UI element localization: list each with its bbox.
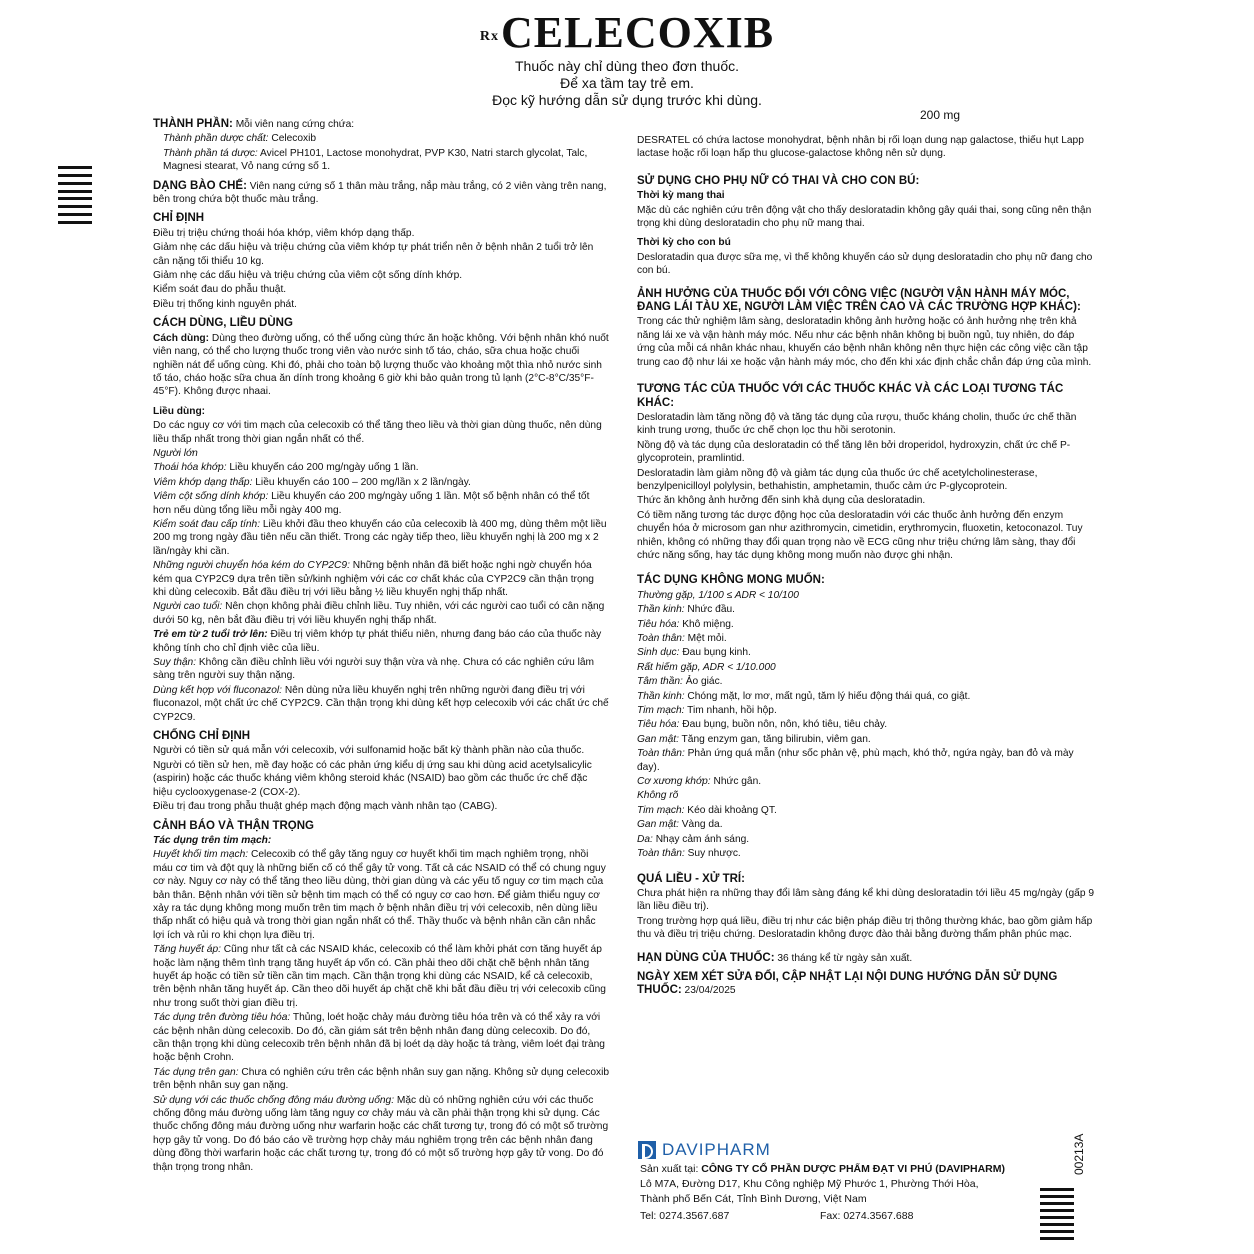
pregnancy-heading: SỬ DỤNG CHO PHỤ NỮ CÓ THAI VÀ CHO CON BÚ: [637,174,920,187]
product-title: $^{Rx}$CELECOXIB [479,8,775,57]
shelf-life: HẠN DÙNG CỦA THUỐC: 36 tháng kể từ ngày sản xuất. [637,951,913,964]
manufacturer-info: Sản xuất tại: CÔNG TY CỔ PHẦN DƯỢC PHẨM ĐẠT VI PHÚ (DAVIPHARM) Lô M7A, Đường D17, Khu Công nghiệp Mỹ Phước 1, Phường Thới Hòa, Thành phố Bến Cát, Tỉnh Bình Dương, Việt Nam Tel: 0274.3567.687 Fax: 0274.3567.688 [640,1163,1005,1222]
strength: 200 mg [920,108,961,122]
contraindications-heading: CHỐNG CHỈ ĐỊNH [153,730,251,743]
warning-line-3: Đọc kỹ hướng dẫn sử dụng trước khi dùng. [492,92,762,108]
right-column: DESRATEL có chứa lactose monohydrat, bệnh nhân bị rối loạn dung nạp galactose, thiếu hụt Lapp lactase hoặc rối loạn hấp thu glucose-galactose không nên sử dụng. SỬ DỤNG CHO PHỤ NỮ CÓ THAI VÀ CHO CON BÚ: Thời kỳ mang thai Mặc dù các nghiên cứu trên động vật cho thấy desloratadin không gây quái thai, song cũng nên thận trọng khi dùng desloratadin cho phụ nữ mang thai. Thời kỳ cho con bú Desloratadin qua được sữa mẹ, vì thế không khuyến cáo sử dụng desloratadin cho phụ nữ đang cho con bú. ẢNH HƯỞNG CỦA THUỐC ĐỐI VỚI CÔNG VIỆC (NGƯỜI VẬN HÀNH MÁY MÓC, ĐANG LÁI TÀU XE, NGƯỜI LÀM VIỆC TRÊN CAO VÀ CÁC TRƯỜNG HỢP KHÁC): Trong các thử nghiệm lâm sàng, desloratadin không ảnh hưởng hoặc có ảnh hưởng nhẹ trên khả năng lái xe và vận hành máy móc. Nếu như các bệnh nhân không bị buồn ngủ, tuy nhiên, do đáp ứng của mỗi cá nhân khác nhau, khuyến cáo bệnh nhân không nên thực hiện các công việc cần tập trung cao độ như lái xe hoặc vận hành máy móc, cho đến khi xác định chắc chắn đáp ứng của mình. TƯƠNG TÁC CỦA THUỐC VỚI CÁC THUỐC KHÁC VÀ CÁC LOẠI TƯƠNG TÁC KHÁC: Desloratadin làm tăng nồng độ và tăng tác dụng của rượu, thuốc kháng cholin, thuốc ức chế thần kinh trung ương, thuốc ức chế chọn lọc thu hồi serotonin. Nồng độ và tác dụng của desloratadin có thể tăng lên bởi droperidol, hydroxyzin, chất ức chế P-glycoprotein, pramlintid. Desloratadin làm giảm nồng độ và giảm tác dụng của thuốc ức chế acetylcholinesterase, benzylpenicilloyl polylysin, bethahistin, amphetamin, thuốc cảm ức P-glycoprotein. Thức ăn không ảnh hưởng đến sinh khả dụng của desloratadin. Có tiềm năng tương tác dược động học của desloratadin với các thuốc ảnh hưởng đến enzym chuyển hóa ở microsom gan như azithromycin, cimetidin, erythromycin, fluoxetin, ketoconazol. Tuy nhiên, không có những thay đổi quan trọng nào về ECG cũng như triệu chứng lâm sàng, thay đổi chức năng sống, hay tác dụng không mong muốn nào được ghi nhận. TÁC DỤNG KHÔNG MONG MUỐN: Thường gặp, 1/100 ≤ ADR < 10/100 Thần kinh: Nhức đầu. Tiêu hóa: Khô miệng. Toàn thân: Mệt mỏi. Sinh dục: Đau bụng kinh. Rất hiếm gặp, ADR < 1/10.000 Tâm thần: Ảo giác. Thần kinh: Chóng mặt, lơ mơ, mất ngủ, tăm lý hiếu động thái quá, co giật. Tim mạch: Tim nhanh, hồi hộp. Tiêu hóa: Đau bụng, buồn nôn, nôn, khó tiêu, tiêu chảy. Gan mật: Tăng enzym gan, tăng bilirubin, viêm gan. Toàn thân: Phản ứng quá mẫn (như sốc phản vệ, phù mạch, khó thở, ngứa ngày, ban đỏ và mày đay). Cơ xương khớp: Nhức gân. Không rõ Tim mạch: Kéo dài khoảng QT. Gan mật: Vàng da. Da: Nhạy cảm ánh sáng. Toàn thân: Suy nhược. QUÁ LIỀU - XỬ TRÍ: Chưa phát hiện ra những thay đổi lâm sàng đáng kể khi dùng desloratadin tới liều 45 mg/ngày (gấp 9 lần liều điều trị). Trong trường hợp quá liều, điều trị như các biện pháp điều trị thông thường khác, bao gồm giảm hấp thu và điều trị triệu chứng. Desloratadin không được đào thải bằng đường thẩm phân phúc mạc. HẠN DÙNG CỦA THUỐC: 36 tháng kể từ ngày sản xuất. NGÀY XEM XÉT SỬA ĐỔI, CẬP NHẬT LẠI NỘI DUNG HƯỚNG DẪN SỬ DỤNG THUỐC: 23/04/2025 [637,135,1094,997]
overdose-heading: QUÁ LIỀU - XỬ TRÍ: [637,872,745,885]
print-code: 00213A [1072,1133,1086,1175]
composition: THÀNH PHẦN: Mỗi viên nang cứng chứa: [153,118,355,130]
indications-heading: CHỈ ĐỊNH [153,212,205,225]
driving-heading: ẢNH HƯỞNG CỦA THUỐC ĐỐI VỚI CÔNG VIỆC (NGƯỜI VẬN HÀNH MÁY MÓC, ĐANG LÁI TÀU XE, NGƯỜI LÀM VIỆC TRÊN CAO VÀ CÁC TRƯỜNG HỢP KHÁC): [637,287,1081,314]
warning-line-2: Để xa tầm tay trẻ em. [560,75,694,91]
telephone: Tel: 0274.3567.687 [640,1210,730,1222]
rx-symbol: Rx [479,29,500,44]
revision-date: NGÀY XEM XÉT SỬA ĐỔI, CẬP NHẬT LẠI NỘI DUNG HƯỚNG DẪN SỬ DỤNG THUỐC: 23/04/2025 [637,970,1058,997]
interactions-heading: TƯƠNG TÁC CỦA THUỐC VỚI CÁC THUỐC KHÁC VÀ CÁC LOẠI TƯƠNG TÁC KHÁC: [637,383,1064,409]
dosage-form: DẠNG BÀO CHẾ: Viên nang cứng số 1 thân màu trắng, nắp màu trắng, có 2 viên vàng trên nang, bên trong chứa bột thuốc màu trắng. [153,179,607,206]
fax: Fax: 0274.3567.688 [820,1210,914,1222]
warnings-heading: CẢNH BÁO VÀ THẬN TRỌNG [153,819,314,832]
left-barcode-mark [58,166,92,224]
usage-heading: CÁCH DÙNG, LIỀU DÙNG [153,317,293,330]
davipharm-logo: DAVIPHARM [638,1140,771,1160]
lactose-note: DESRATEL có chứa lactose monohydrat, bệnh nhân bị rối loạn dung nạp galactose, thiếu hụt Lapp lactase hoặc rối loạn hấp thu glucose-galactose không nên sử dụng. [637,135,1084,160]
warning-line-1: Thuốc này chỉ dùng theo đơn thuốc. [515,58,739,74]
side-effects-heading: TÁC DỤNG KHÔNG MONG MUỐN: [637,574,825,587]
left-column: THÀNH PHẦN: Mỗi viên nang cứng chứa: Thành phần dược chất: Celecoxib Thành phần tá dược: Avicel PH101, Lactose monohydrat, PVP K30, Natri starch glycolat, Talc, Magnesi stearat, Vỏ nang cứng số 1. DẠNG BÀO CHẾ: Viên nang cứng số 1 thân màu trắng, nắp màu trắng, có 2 viên vàng trên nang, bên trong chứa bột thuốc màu trắng. CHỈ ĐỊNH Điều trị triệu chứng thoái hóa khớp, viêm khớp dạng thấp. Giảm nhẹ các dấu hiệu và triệu chứng của viêm khớp tự phát triển nên ở bệnh nhân 2 tuổi trở lên cân nặng tối thiểu 10 kg. Giảm nhẹ các dấu hiệu và triệu chứng của viêm cột sống dính khớp. Kiểm soát đau do phẫu thuật. Điều trị thống kinh nguyên phát. CÁCH DÙNG, LIỀU DÙNG Cách dùng: Dùng theo đường uống, có thể uống cùng thức ăn hoặc không. Với bệnh nhân khó nuốt viên nang, có thể cho lượng thuốc trong viên vào nước sinh tố táo, cháo, sữa chua hoặc chuối nghiền nát để uống cùng. Khi đó, phải cho toàn bộ lượng thuốc vào khoảng một thìa nhỏ nước sinh tố táo, cháo hoặc sữa chua ăn dính trong khoảng 6 giờ khi bảo quản trong tủ lạnh (2°C-8°C/35°F-45°F). Không được nhaai. Liều dùng: Do các nguy cơ với tim mạch của celecoxib có thể tăng theo liều và thời gian dùng thuốc, nên dùng liều thấp nhất trong thời gian ngắn nhất có thể. Người lớn Thoái hóa khớp: Liều khuyến cáo 200 mg/ngày uống 1 lần. Viêm khớp dạng thấp: Liều khuyến cáo 100 – 200 mg/lần x 2 lần/ngày. Viêm cột sống dính khớp: Liều khuyến cáo 200 mg/ngày uống 1 lần. Một số bệnh nhân có thể tốt hơn nếu dùng tổng liều mỗi ngày 400 mg. Kiểm soát đau cấp tính: Liều khởi đầu theo khuyến cáo của celecoxib là 400 mg, dùng thêm một liều 200 mg trong ngày đầu tiên nếu cần thiết. Trong các ngày tiếp theo, liều khuyến nghị là 200 mg x 2 lần/ngày khi cần. Những người chuyển hóa kém do CYP2C9: Những bệnh nhân đã biết hoặc nghi ngờ chuyển hóa kém qua CYP2C9 dựa trên tiền sử/kinh nghiệm với các cơ chất khác của CYP2C9 cần thận trọng khi dùng celecoxib. Bắt đầu điều trị với liều bằng ½ liều khuyến nghị thấp nhất. Người cao tuổi: Nên chọn không phải điều chỉnh liều. Tuy nhiên, với các người cao tuổi có cân nặng dưới 50 kg, nên bắt đầu điều trị với liều khuyến nghị thấp nhất. Trẻ em từ 2 tuổi trở lên: Điều trị viêm khớp tự phát thiếu niên, nhưng đang báo cáo của thuốc này không tính cho chỉ định viêc của liều. Suy thận: Không cần điều chỉnh liều với người suy thận vừa và nhẹ. Chưa có các nghiên cứu lâm sàng trên người suy thận nặng. Dùng kết hợp với fluconazol: Nên dùng nửa liều khuyến nghị trên những người đang điều trị với fluconazol, một chất ức chế CYP2C9. Cần thận trọng khi dùng kết hợp celecoxib với các chất ức chế CYP2C9. CHỐNG CHỈ ĐỊNH Người có tiền sử quá mẫn với celecoxib, với sulfonamid hoặc bất kỳ thành phần nào của thuốc. Người có tiền sử hen, mề đay hoặc có các phản ứng kiểu dị ứng sau khi dùng acid acetylsalicylic (aspirin) hoặc các thuốc kháng viêm không steroid khác (NSAID) bao gồm các thuốc ức chế đặc hiệu cyclooxygenase-2 (COX-2). Điều trị đau trong phẫu thuật ghép mạch động mạch vành nhân tạo (CABG). CẢNH BÁO VÀ THẬN TRỌNG Tác dụng trên tim mạch: Huyết khối tim mạch: Celecoxib có thể gây tăng nguy cơ huyết khối tim mạch nghiêm trọng, nhồi máu cơ tim và đột quỵ là những biến cố có thể gây tử vong. Tất cả các NSAID có thể có chung nguy cơ này. Nguy cơ này có thể tăng theo liều dùng, thời gian dùng và các yếu tố nguy cơ tim mạch của bản thân. Bệnh nhân với tiền sử bệnh tim mạch có thể có nguy cơ cao hơn. Để giảm thiểu nguy cơ xảy ra tác dụng không mong muốn trên tim mạch ở bệnh nhân điều trị với celecoxib, nên dùng liều thấp nhất có hiệu quả và trong thời gian ngắn nhất có thể. Thầy thuốc và bệnh nhân cần cân nhắc lợi ích và rủi ro khi chọn lựa điều trị. Tăng huyết áp: Cũng như tất cả các NSAID khác, celecoxib có thể làm khởi phát cơn tăng huyết áp hoặc làm nặng thêm tình trạng tăng huyết áp vốn có. Cần phải theo dõi chặt chẽ bệnh nhân tăng huyết áp hoặc có tiền sử tiền cần tim mạch. Cần thận trọng khi dùng các NSAID, kể cả celecoxib, trên bệnh nhân tăng huyết áp. Cần theo dõi huyết áp chặt chẽ khi bắt đầu điều trị với celecoxib cũng như trong suốt thời gian điều trị. Tác dụng trên đường tiêu hóa: Thủng, loét hoặc chảy máu đường tiêu hóa trên và có thể xảy ra với các bệnh nhân dùng celecoxib. Do đó, cần giám sát trên bệnh nhân đang dùng celecoxib. Do đó, cần thận trọng khi dùng celecoxib trên bệnh nhân đã bị loét dạ dày hoặc tá tràng, viêm loét đại tràng hoặc bệnh Crohn. Tác dụng trên gan: Chưa có nghiên cứu trên các bệnh nhân suy gan nặng. Không sử dụng celecoxib trên bệnh nhân suy gan nặng. Sử dụng với các thuốc chống đông máu đường uống: Mặc dù có những nghiên cứu với các thuốc chống đông máu đường uống làm tăng nguy cơ chảy máu và cần phải thận trọng khi sử dụng. Các thuốc chống đông máu đường uống như warfarin hoặc các chất tương tự, trong đó có một số trường hợp gây tử vong. Do đó báo cáo về trường hợp chảy máu nghiêm trọng trên các bệnh nhân đang dùng đồng thời warfarin hoặc các chất tương tự, trong đó có một số trường hợp gây tử vong. Do đó thận trọng trong nhân. [153,118,610,1173]
davipharm-logo-icon [638,1141,656,1159]
header [0,8,1254,109]
